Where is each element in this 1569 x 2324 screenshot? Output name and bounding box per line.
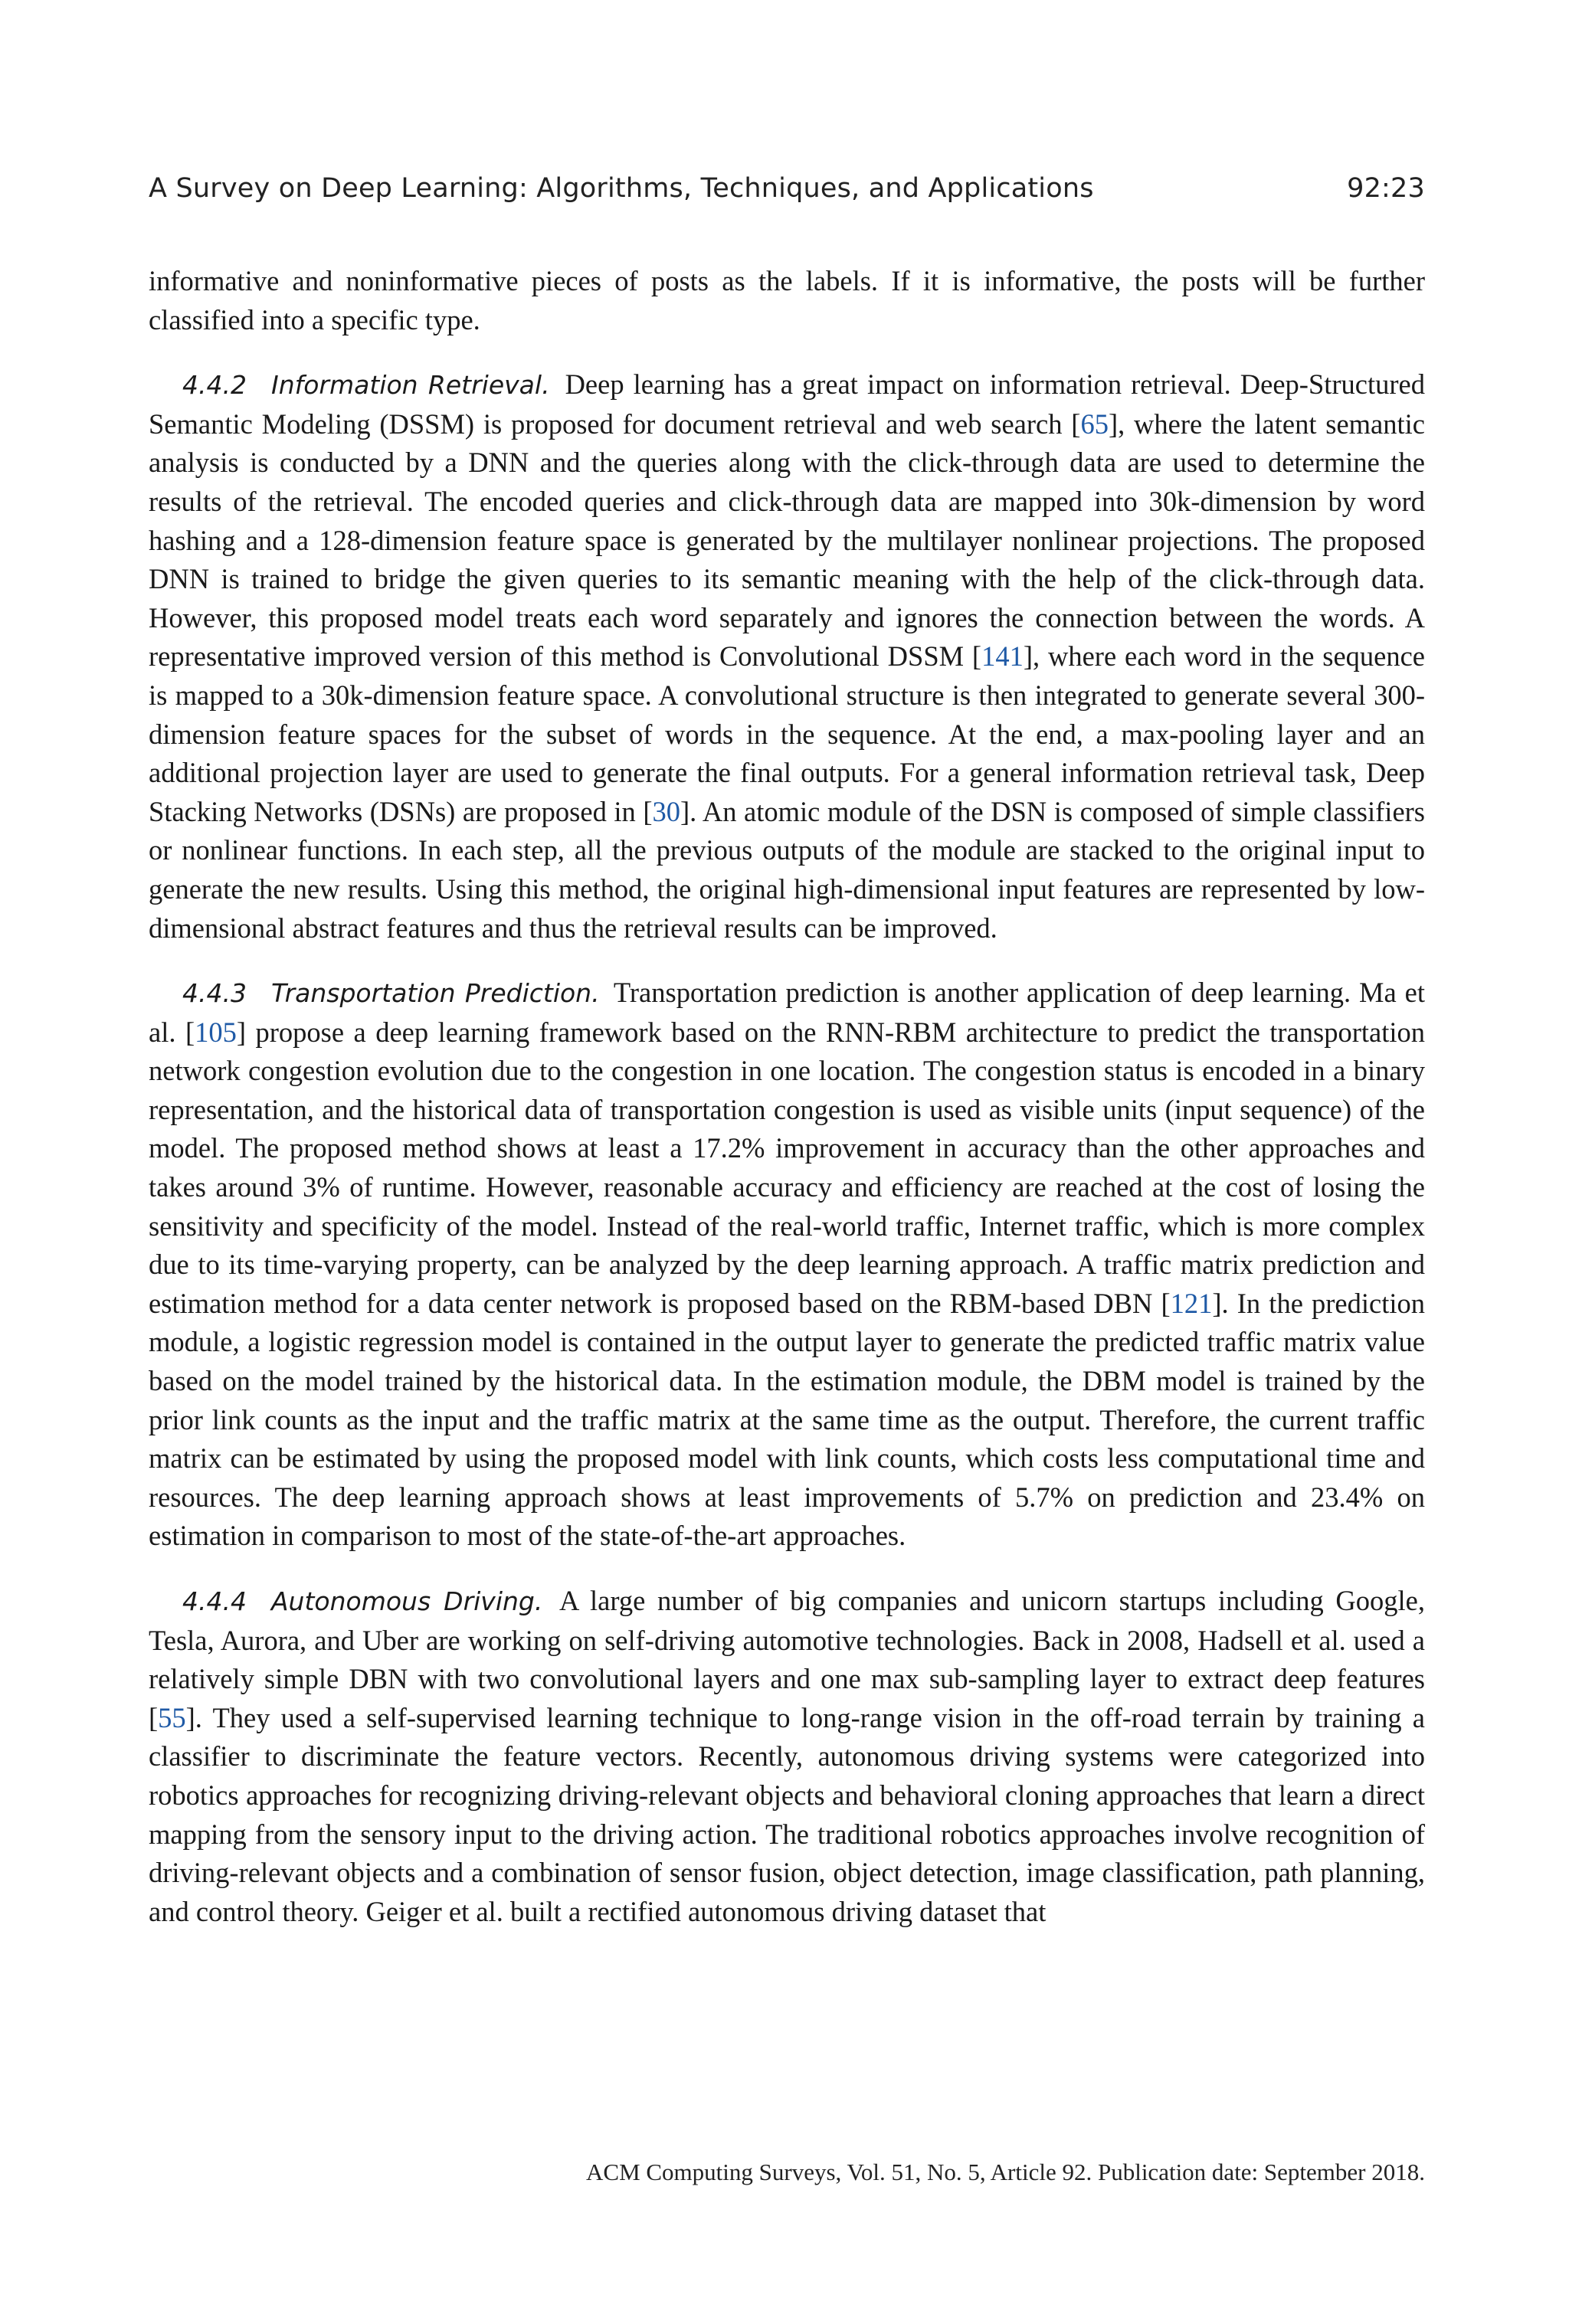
section-title: Autonomous Driving.: [270, 1586, 543, 1616]
paper-page: [149, 0, 1425, 2324]
paragraph-text: informative and noninformative pieces of posts as the labels. If it is informative, the posts will be further classified into a specific type.: [149, 265, 1425, 336]
citation-link[interactable]: 30: [652, 795, 681, 827]
citation-link[interactable]: 65: [1080, 408, 1109, 440]
paragraph-continuation: [149, 262, 1425, 339]
section-4-4-3: [149, 974, 1425, 1556]
section-title: Transportation Prediction.: [270, 978, 600, 1009]
page-number: 92:23: [1347, 173, 1425, 204]
section-4-4-2: [149, 365, 1425, 948]
section-title: Information Retrieval.: [270, 370, 550, 401]
paragraph-text: A large number of big companies and unicorn startups including Google, Tesla, Aurora, and Uber are working on self-driving automotive technologies. Back in 2008, Hadsell et al. used a relatively simple DBN with two convolutional layers and one max sub-sampling layer to extract deep features [: [149, 1585, 1425, 1733]
paragraph-text: ]. They used a self-supervised learning technique to long-range vision in the off-road terrain by training a classifier to discriminate the feature vectors. Recently, autonomous driving systems were categorized into robotics approaches for recognizing driving-relevant objects and behavioral cloning approaches that learn a direct mapping from the sensory input to the driving action. The traditional robotics approaches involve recognition of driving-relevant objects and a combination of sensor fusion, object detection, image classification, path planning, and control theory. Geiger et al. built a rectified autonomous driving dataset that: [149, 1701, 1425, 1927]
citation-link[interactable]: 105: [195, 1016, 237, 1048]
running-header: [149, 173, 1425, 210]
section-4-4-4: [149, 1582, 1425, 1931]
paragraph-text: ]. An atomic module of the DSN is composed of simple classifiers or nonlinear functions. In each step, all the previous outputs of the module are stacked to the original input to generate the new results. Using this method, the original high-dimensional input features are represented by low-dimensional abstract features and thus the retrieval results can be improved.: [149, 795, 1425, 944]
citation-link[interactable]: 121: [1170, 1287, 1213, 1319]
paragraph-text: ], where each word in the sequence is mapped to a 30k-dimension feature space. A convolutional structure is then integrated to generate several 300-dimension feature spaces for the subset of words in the sequence. At the end, a max-pooling layer and an additional projection layer are used to generate the final outputs. For a general information retrieval task, Deep Stacking Networks (DSNs) are proposed in [: [149, 640, 1425, 827]
body-text: [149, 262, 1425, 1931]
paragraph-text: Deep learning has a great impact on information retrieval. Deep-Structured Semantic Modeling (DSSM) is proposed for document retrieval and web search [: [149, 368, 1425, 440]
paragraph-text: ]. In the prediction module, a logistic regression model is contained in the output layer to generate the predicted traffic matrix value based on the model trained by the historical data. In the estimation module, the DBM model is trained by the prior link counts as the input and the traffic matrix at the same time as the output. Therefore, the current traffic matrix can be estimated by using the proposed model with link counts, which costs less computational time and resources. The deep learning approach shows at least improvements of 5.7% on prediction and 23.4% on estimation in comparison to most of the state-of-the-art approaches.: [149, 1287, 1425, 1552]
section-number: 4.4.3: [182, 978, 247, 1009]
section-number: 4.4.2: [182, 370, 247, 401]
section-number: 4.4.4: [182, 1586, 247, 1616]
citation-link[interactable]: 55: [158, 1701, 186, 1733]
paragraph-text: Transportation prediction is another application of deep learning. Ma et al. [: [149, 977, 1425, 1048]
citation-link[interactable]: 141: [981, 640, 1024, 673]
paragraph-text: ] propose a deep learning framework based on the RNN-RBM architecture to predict the transportation network congestion evolution due to the congestion in one location. The congestion status is encoded in a binary representation, and the historical data of transportation congestion is used as visible units (input sequence) of the model. The proposed method shows at least a 17.2% improvement in accuracy than the other approaches and takes around 3% of runtime. However, reasonable accuracy and efficiency are reached at the cost of losing the sensitivity and specificity of the model. Instead of the real-world traffic, Internet traffic, which is more complex due to its time-varying property, can be analyzed by the deep learning approach. A traffic matrix prediction and estimation method for a data center network is proposed based on the RBM-based DBN [: [149, 1016, 1425, 1319]
paragraph-text: ], where the latent semantic analysis is conducted by a DNN and the queries along with the click-through data are used to determine the results of the retrieval. The encoded queries and click-through data are mapped into 30k-dimension by word hashing and a 128-dimension feature space is generated by the multilayer nonlinear projections. The proposed DNN is trained to bridge the given queries to its semantic meaning with the help of the click-through data. However, this proposed model treats each word separately and ignores the connection between the words. A representative improved version of this method is Convolutional DSSM [: [149, 408, 1425, 673]
running-title: A Survey on Deep Learning: Algorithms, Techniques, and Applications: [149, 173, 1094, 204]
journal-footer: ACM Computing Surveys, Vol. 51, No. 5, Article 92. Publication date: September 2018.: [586, 2159, 1425, 2185]
